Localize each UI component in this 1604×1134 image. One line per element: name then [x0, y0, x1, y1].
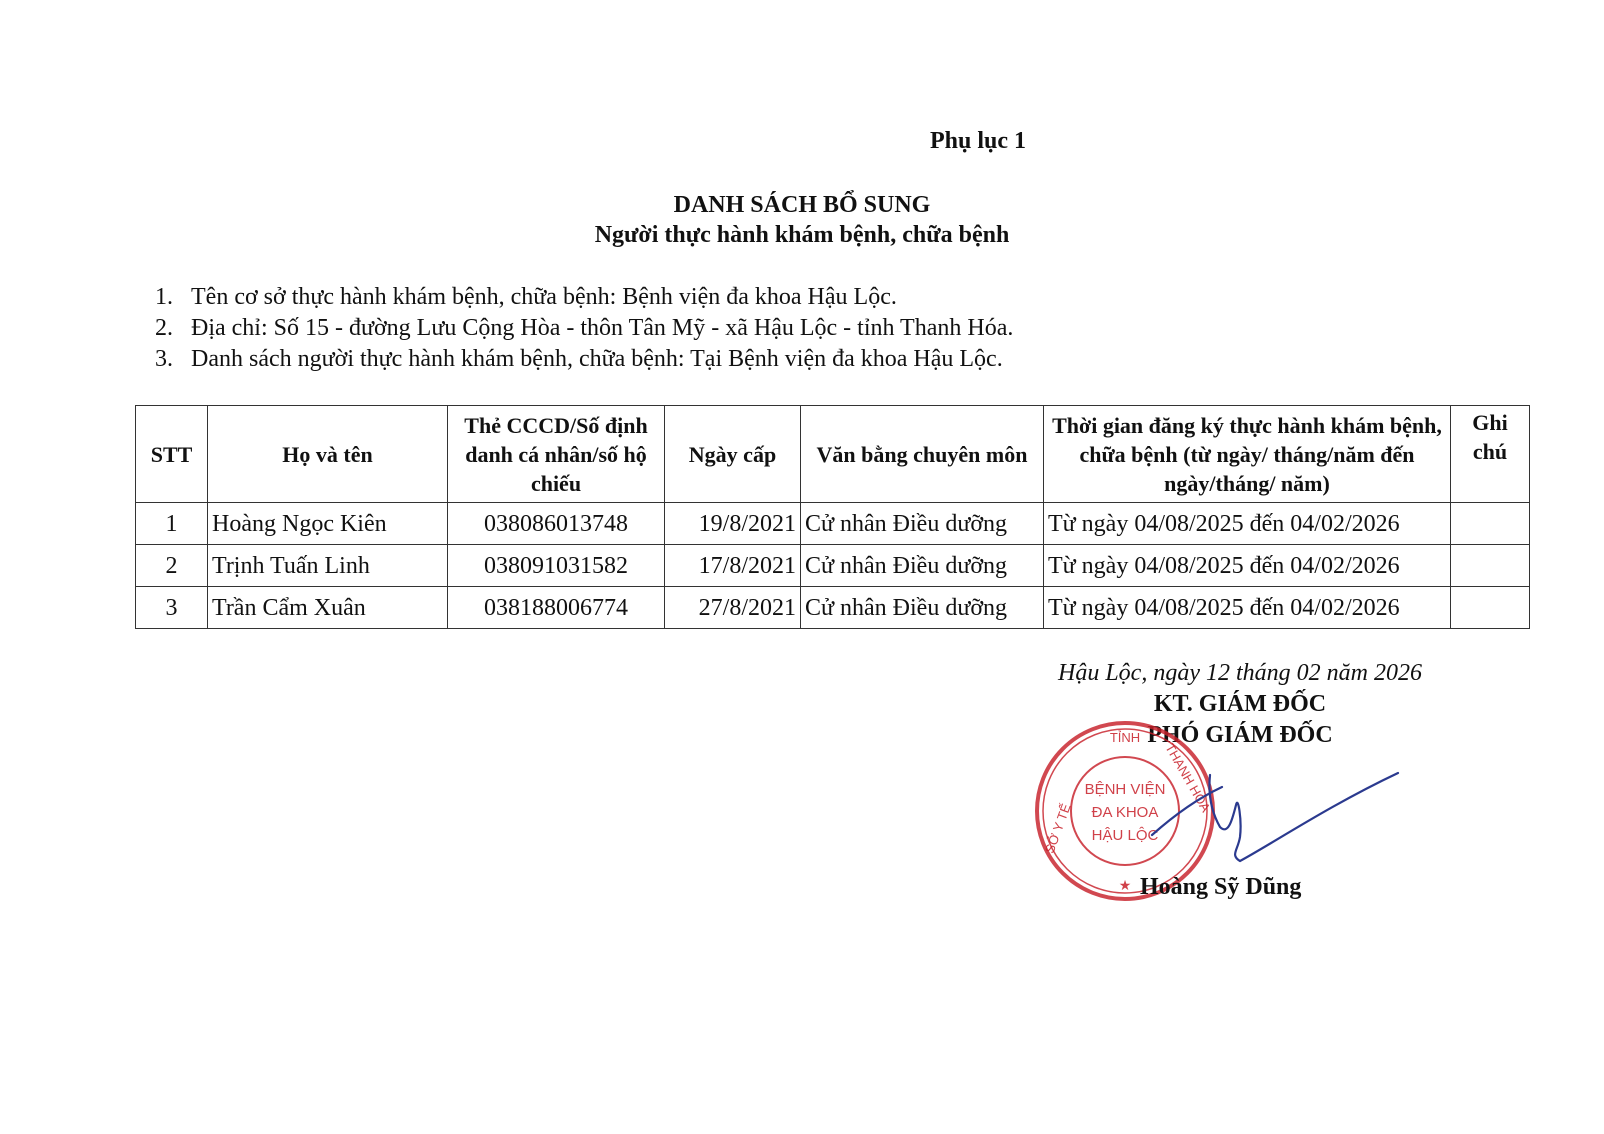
title-line-1: DANH SÁCH BỔ SUNG [673, 192, 931, 218]
cell-period: Từ ngày 04/08/2025 đến 04/02/2026 [1044, 545, 1451, 587]
document-title [0, 190, 1604, 250]
cell-id: 038091031582 [448, 545, 665, 587]
info-item-text: Địa chỉ: Số 15 - đường Lưu Cộng Hòa - thôn Tân Mỹ - xã Hậu Lộc - tỉnh Thanh Hóa. [191, 315, 1014, 341]
header-note: Ghi chú [1451, 406, 1530, 503]
place-date: Hậu Lộc, ngày 12 tháng 02 năm 2026 [1058, 660, 1422, 686]
signer-name: Hoàng Sỹ Dũng [1140, 874, 1302, 900]
table-header-row [136, 406, 1530, 503]
info-item-number: 3. [155, 346, 173, 372]
info-item-text: Danh sách người thực hành khám bệnh, chữa bệnh: Tại Bệnh viện đa khoa Hậu Lộc. [191, 346, 1003, 372]
stamp-inner-line-3: HẬU LỘC [1091, 827, 1159, 844]
table-row [136, 545, 1530, 587]
table-row [136, 587, 1530, 629]
cell-note [1451, 587, 1530, 629]
header-name: Họ và tên [208, 406, 448, 503]
cell-period: Từ ngày 04/08/2025 đến 04/02/2026 [1044, 587, 1451, 629]
header-degree: Văn bằng chuyên môn [801, 406, 1044, 503]
info-item [155, 344, 1013, 375]
stamp-inner-line-1: BỆNH VIỆN [1084, 781, 1166, 798]
stamp-inner-line-2: ĐA KHOA [1091, 804, 1159, 821]
cell-stt: 1 [136, 503, 208, 545]
info-item [155, 313, 1013, 344]
cell-id: 038086013748 [448, 503, 665, 545]
cell-degree: Cử nhân Điều dưỡng [801, 503, 1044, 545]
cell-name: Trần Cẩm Xuân [208, 587, 448, 629]
cell-degree: Cử nhân Điều dưỡng [801, 587, 1044, 629]
handwritten-signature [1150, 765, 1400, 875]
cell-name: Trịnh Tuấn Linh [208, 545, 448, 587]
signature-block [1000, 658, 1480, 751]
info-item-number: 2. [155, 315, 173, 341]
signer-title-2: PHÓ GIÁM ĐỐC [1147, 722, 1333, 748]
info-item-text: Tên cơ sở thực hành khám bệnh, chữa bệnh: Bệnh viện đa khoa Hậu Lộc. [191, 284, 897, 310]
cell-stt: 2 [136, 545, 208, 587]
stamp-outer-right: THANH HÓA [1162, 740, 1214, 815]
stamp-star: ★ [1118, 877, 1132, 893]
title-line-2: Người thực hành khám bệnh, chữa bệnh [594, 222, 1010, 248]
cell-period: Từ ngày 04/08/2025 đến 04/02/2026 [1044, 503, 1451, 545]
header-issue-date: Ngày cấp [665, 406, 801, 503]
header-period: Thời gian đăng ký thực hành khám bệnh, chữa bệnh (từ ngày/ tháng/năm đến ngày/tháng/ năm) [1044, 406, 1451, 503]
info-item-number: 1. [155, 284, 173, 310]
info-list [155, 282, 1013, 375]
cell-note [1451, 503, 1530, 545]
cell-stt: 3 [136, 587, 208, 629]
cell-issue-date: 17/8/2021 [665, 545, 801, 587]
cell-degree: Cử nhân Điều dưỡng [801, 545, 1044, 587]
annex-label: Phụ lục 1 [930, 128, 1027, 154]
header-id: Thẻ CCCD/Số định danh cá nhân/số hộ chiếu [448, 406, 665, 503]
cell-id: 038188006774 [448, 587, 665, 629]
cell-issue-date: 19/8/2021 [665, 503, 801, 545]
signer-title-1: KT. GIÁM ĐỐC [1153, 691, 1327, 717]
table-row [136, 503, 1530, 545]
cell-note [1451, 545, 1530, 587]
stamp-outer-left: SỞ Y TẾ [1041, 801, 1074, 856]
cell-issue-date: 27/8/2021 [665, 587, 801, 629]
stamp-outer-top: TỈNH [1109, 730, 1141, 745]
info-item [155, 282, 1013, 313]
practitioner-table [135, 405, 1530, 629]
header-stt: STT [136, 406, 208, 503]
cell-name: Hoàng Ngọc Kiên [208, 503, 448, 545]
